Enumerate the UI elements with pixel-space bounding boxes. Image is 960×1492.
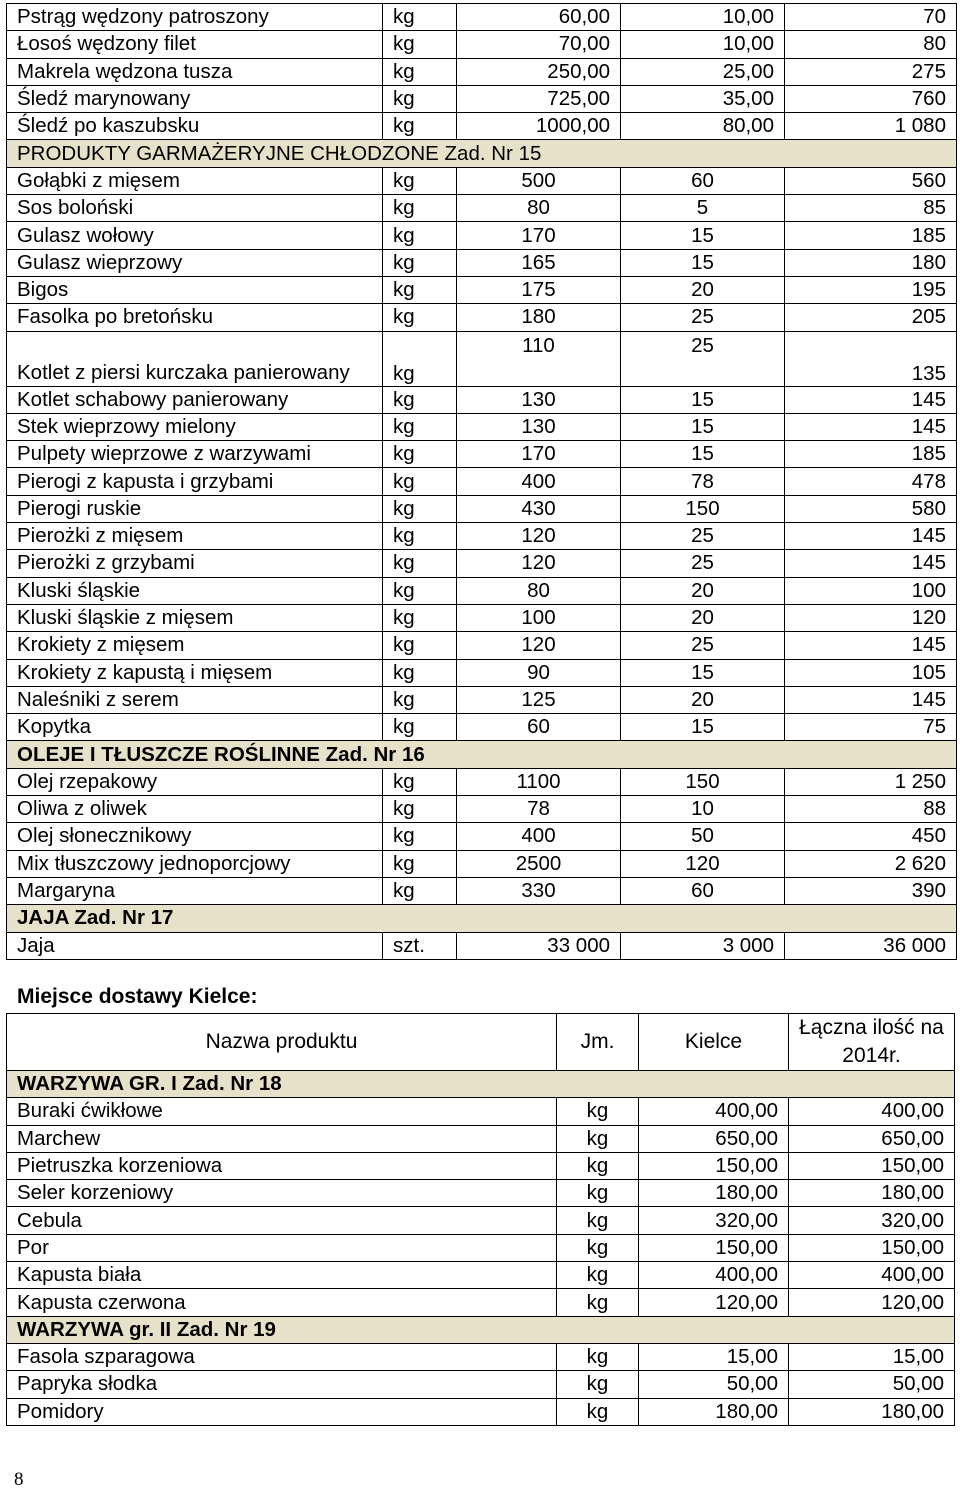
quantity-cell: 400 <box>457 823 621 850</box>
unit-cell: kg <box>383 413 457 440</box>
table-row <box>7 1098 955 1125</box>
quantity-cell: 35,00 <box>621 85 785 112</box>
product-name: Kluski śląskie <box>7 577 383 604</box>
quantity-cell: 430 <box>457 495 621 522</box>
section-header-row <box>7 140 957 167</box>
section-label: JAJA Zad. Nr 17 <box>7 905 957 932</box>
product-name: Stek wieprzowy mielony <box>7 413 383 440</box>
table-row <box>7 4 957 31</box>
product-name: Kluski śląskie z mięsem <box>7 604 383 631</box>
product-name: Olej słonecznikowy <box>7 823 383 850</box>
product-name: Oliwa z oliwek <box>7 796 383 823</box>
total-cell: 70 <box>785 4 957 31</box>
quantity-cell: 60 <box>457 714 621 741</box>
unit-cell: kg <box>383 58 457 85</box>
unit-cell: kg <box>383 632 457 659</box>
quantity-cell: 25 <box>621 523 785 550</box>
table-row <box>7 659 957 686</box>
table-row <box>7 604 957 631</box>
table-row <box>7 31 957 58</box>
quantity-cell: 130 <box>457 386 621 413</box>
quantity-cell: 15 <box>621 441 785 468</box>
product-name: Gulasz wołowy <box>7 222 383 249</box>
unit-cell: kg <box>383 331 457 386</box>
total-cell: 390 <box>785 877 957 904</box>
quantity-cell: 20 <box>621 686 785 713</box>
table-row <box>7 632 957 659</box>
quantity-cell: 110 <box>457 331 621 386</box>
quantity-cell: 180 <box>457 304 621 331</box>
product-name: Krokiety z kapustą i mięsem <box>7 659 383 686</box>
product-name: Kopytka <box>7 714 383 741</box>
quantity-cell: 10 <box>621 796 785 823</box>
quantity-cell: 15 <box>621 222 785 249</box>
total-cell: 80 <box>785 31 957 58</box>
quantity-cell: 25 <box>621 331 785 386</box>
total-cell: 88 <box>785 796 957 823</box>
unit-cell: kg <box>383 222 457 249</box>
table-row <box>7 468 957 495</box>
unit-cell: kg <box>557 1207 639 1234</box>
section-header-row <box>7 741 957 768</box>
header-city: Kielce <box>639 1014 789 1071</box>
table-row <box>7 113 957 140</box>
table-row <box>7 768 957 795</box>
table-row <box>7 85 957 112</box>
quantity-cell: 500 <box>457 167 621 194</box>
quantity-cell: 120 <box>457 632 621 659</box>
quantity-cell: 120 <box>457 550 621 577</box>
unit-cell: kg <box>383 550 457 577</box>
product-name: Pomidory <box>7 1398 557 1425</box>
unit-cell: kg <box>383 468 457 495</box>
total-cell: 560 <box>785 167 957 194</box>
table-row <box>7 1152 955 1179</box>
quantity-cell: 80 <box>457 195 621 222</box>
table-row <box>7 523 957 550</box>
quantity-cell: 60 <box>621 877 785 904</box>
quantity-cell: 120,00 <box>639 1289 789 1316</box>
total-cell: 145 <box>785 550 957 577</box>
quantity-cell: 400,00 <box>639 1098 789 1125</box>
total-cell: 275 <box>785 58 957 85</box>
quantity-cell: 650,00 <box>639 1125 789 1152</box>
total-cell: 50,00 <box>789 1371 955 1398</box>
unit-cell: kg <box>557 1289 639 1316</box>
unit-cell: kg <box>383 850 457 877</box>
quantity-cell: 25 <box>621 550 785 577</box>
total-cell: 15,00 <box>789 1343 955 1370</box>
quantity-cell: 15 <box>621 413 785 440</box>
product-name: Makrela wędzona tusza <box>7 58 383 85</box>
section-label: OLEJE I TŁUSZCZE ROŚLINNE Zad. Nr 16 <box>7 741 957 768</box>
quantity-cell: 2500 <box>457 850 621 877</box>
table-row <box>7 1207 955 1234</box>
table-row <box>7 823 957 850</box>
product-name: Bigos <box>7 276 383 303</box>
total-cell: 580 <box>785 495 957 522</box>
total-cell: 195 <box>785 276 957 303</box>
unit-cell: kg <box>383 659 457 686</box>
product-name: Fasolka po bretońsku <box>7 304 383 331</box>
total-cell: 150,00 <box>789 1152 955 1179</box>
table-row <box>7 495 957 522</box>
product-name: Seler korzeniowy <box>7 1180 557 1207</box>
quantity-cell: 150,00 <box>639 1234 789 1261</box>
unit-cell: kg <box>557 1234 639 1261</box>
section-label: PRODUKTY GARMAŻERYJNE CHŁODZONE Zad. Nr 15 <box>7 140 957 167</box>
quantity-cell: 25 <box>621 304 785 331</box>
quantity-cell: 725,00 <box>457 85 621 112</box>
total-cell: 650,00 <box>789 1125 955 1152</box>
table-row <box>7 195 957 222</box>
quantity-cell: 25 <box>621 632 785 659</box>
quantity-cell: 100 <box>457 604 621 631</box>
unit-cell: kg <box>557 1152 639 1179</box>
quantity-cell: 78 <box>457 796 621 823</box>
table-row <box>7 1125 955 1152</box>
table-row <box>7 276 957 303</box>
unit-cell: kg <box>383 686 457 713</box>
quantity-cell: 10,00 <box>621 4 785 31</box>
table-row <box>7 1289 955 1316</box>
total-cell: 180,00 <box>789 1398 955 1425</box>
total-cell: 400,00 <box>789 1098 955 1125</box>
quantity-cell: 120 <box>457 523 621 550</box>
unit-cell: kg <box>557 1398 639 1425</box>
product-name: Łosoś wędzony filet <box>7 31 383 58</box>
table-row <box>7 58 957 85</box>
total-cell: 185 <box>785 441 957 468</box>
product-name: Śledź po kaszubsku <box>7 113 383 140</box>
product-name: Gołąbki z mięsem <box>7 167 383 194</box>
quantity-cell: 330 <box>457 877 621 904</box>
quantity-cell: 175 <box>457 276 621 303</box>
quantity-cell: 120 <box>621 850 785 877</box>
total-cell: 180 <box>785 249 957 276</box>
unit-cell: kg <box>383 195 457 222</box>
product-name: Margaryna <box>7 877 383 904</box>
unit-cell: kg <box>557 1125 639 1152</box>
total-cell: 135 <box>785 331 957 386</box>
total-cell: 1 080 <box>785 113 957 140</box>
quantity-cell: 50,00 <box>639 1371 789 1398</box>
quantity-cell: 320,00 <box>639 1207 789 1234</box>
product-name: Kotlet schabowy panierowany <box>7 386 383 413</box>
total-cell: 85 <box>785 195 957 222</box>
unit-cell: kg <box>383 823 457 850</box>
product-name: Buraki ćwikłowe <box>7 1098 557 1125</box>
product-name: Pierożki z mięsem <box>7 523 383 550</box>
product-name: Marchew <box>7 1125 557 1152</box>
unit-cell: kg <box>557 1371 639 1398</box>
quantity-cell: 3 000 <box>621 932 785 959</box>
unit-cell: kg <box>383 495 457 522</box>
unit-cell: kg <box>383 877 457 904</box>
unit-cell: kg <box>383 304 457 331</box>
table-row <box>7 1371 955 1398</box>
table-row <box>7 877 957 904</box>
quantity-cell: 90 <box>457 659 621 686</box>
total-cell: 100 <box>785 577 957 604</box>
product-name: Mix tłuszczowy jednoporcjowy <box>7 850 383 877</box>
quantity-cell: 10,00 <box>621 31 785 58</box>
quantity-cell: 15 <box>621 659 785 686</box>
quantity-cell: 15,00 <box>639 1343 789 1370</box>
total-cell: 150,00 <box>789 1234 955 1261</box>
quantity-cell: 50 <box>621 823 785 850</box>
quantity-cell: 80,00 <box>621 113 785 140</box>
quantity-cell: 1000,00 <box>457 113 621 140</box>
quantity-cell: 78 <box>621 468 785 495</box>
quantity-cell: 180,00 <box>639 1398 789 1425</box>
quantity-cell: 15 <box>621 249 785 276</box>
unit-cell: kg <box>383 523 457 550</box>
total-cell: 450 <box>785 823 957 850</box>
unit-cell: kg <box>557 1343 639 1370</box>
header-name: Nazwa produktu <box>7 1014 557 1071</box>
quantity-cell: 170 <box>457 441 621 468</box>
product-name: Papryka słodka <box>7 1371 557 1398</box>
delivery-heading: Miejsce dostawy Kielce: <box>17 985 258 1008</box>
header-unit: Jm. <box>557 1014 639 1071</box>
unit-cell: kg <box>383 249 457 276</box>
unit-cell: kg <box>383 113 457 140</box>
total-cell: 36 000 <box>785 932 957 959</box>
quantity-cell: 150 <box>621 768 785 795</box>
quantity-cell: 400 <box>457 468 621 495</box>
total-cell: 105 <box>785 659 957 686</box>
unit-cell: kg <box>383 276 457 303</box>
product-name: Fasola szparagowa <box>7 1343 557 1370</box>
product-name: Pulpety wieprzowe z warzywami <box>7 441 383 468</box>
table-row <box>7 1343 955 1370</box>
table-row <box>7 932 957 959</box>
quantity-cell: 33 000 <box>457 932 621 959</box>
quantity-cell: 400,00 <box>639 1262 789 1289</box>
total-cell: 145 <box>785 386 957 413</box>
products-table-kielce <box>6 1013 955 1426</box>
quantity-cell: 25,00 <box>621 58 785 85</box>
quantity-cell: 1100 <box>457 768 621 795</box>
unit-cell: kg <box>383 386 457 413</box>
section-header-row <box>7 905 957 932</box>
total-cell: 1 250 <box>785 768 957 795</box>
table-row <box>7 386 957 413</box>
total-cell: 205 <box>785 304 957 331</box>
table-row <box>7 222 957 249</box>
total-cell: 145 <box>785 686 957 713</box>
unit-cell: kg <box>383 167 457 194</box>
quantity-cell: 60 <box>621 167 785 194</box>
total-cell: 400,00 <box>789 1262 955 1289</box>
unit-cell: kg <box>383 796 457 823</box>
quantity-cell: 250,00 <box>457 58 621 85</box>
section-header-row <box>7 1316 955 1343</box>
unit-cell: kg <box>557 1262 639 1289</box>
section-label: WARZYWA GR. I Zad. Nr 18 <box>7 1071 955 1098</box>
table-row <box>7 1180 955 1207</box>
unit-cell: kg <box>557 1180 639 1207</box>
unit-cell: kg <box>383 85 457 112</box>
unit-cell: kg <box>557 1098 639 1125</box>
product-name: Pierogi ruskie <box>7 495 383 522</box>
total-cell: 180,00 <box>789 1180 955 1207</box>
product-name: Pietruszka korzeniowa <box>7 1152 557 1179</box>
section-label: WARZYWA gr. II Zad. Nr 19 <box>7 1316 955 1343</box>
product-name: Pierożki z grzybami <box>7 550 383 577</box>
table-row <box>7 1262 955 1289</box>
product-name: Cebula <box>7 1207 557 1234</box>
product-name: Gulasz wieprzowy <box>7 249 383 276</box>
quantity-cell: 130 <box>457 413 621 440</box>
table-row <box>7 686 957 713</box>
quantity-cell: 5 <box>621 195 785 222</box>
table-row <box>7 304 957 331</box>
total-cell: 75 <box>785 714 957 741</box>
section-header-row <box>7 1071 955 1098</box>
product-name: Pstrąg wędzony patroszony <box>7 4 383 31</box>
table-row <box>7 714 957 741</box>
total-cell: 145 <box>785 523 957 550</box>
table-header-row <box>7 1014 955 1071</box>
total-cell: 145 <box>785 632 957 659</box>
unit-cell: kg <box>383 604 457 631</box>
quantity-cell: 20 <box>621 577 785 604</box>
unit-cell: kg <box>383 714 457 741</box>
table-row <box>7 550 957 577</box>
table-row <box>7 1234 955 1261</box>
products-table-1 <box>6 3 957 960</box>
total-cell: 145 <box>785 413 957 440</box>
unit-cell: kg <box>383 31 457 58</box>
total-cell: 120,00 <box>789 1289 955 1316</box>
table-row <box>7 441 957 468</box>
total-cell: 185 <box>785 222 957 249</box>
unit-cell: szt. <box>383 932 457 959</box>
table-row <box>7 1398 955 1425</box>
table-row <box>7 577 957 604</box>
unit-cell: kg <box>383 441 457 468</box>
total-cell: 320,00 <box>789 1207 955 1234</box>
product-name: Kapusta biała <box>7 1262 557 1289</box>
total-cell: 760 <box>785 85 957 112</box>
quantity-cell: 70,00 <box>457 31 621 58</box>
quantity-cell: 150,00 <box>639 1152 789 1179</box>
table-row <box>7 331 957 386</box>
quantity-cell: 20 <box>621 276 785 303</box>
unit-cell: kg <box>383 768 457 795</box>
quantity-cell: 170 <box>457 222 621 249</box>
product-name: Olej rzepakowy <box>7 768 383 795</box>
page-number: 8 <box>14 1469 24 1490</box>
header-total: Łączna ilość na 2014r. <box>789 1014 955 1071</box>
unit-cell: kg <box>383 4 457 31</box>
product-name: Krokiety z mięsem <box>7 632 383 659</box>
table-row <box>7 249 957 276</box>
quantity-cell: 15 <box>621 386 785 413</box>
quantity-cell: 125 <box>457 686 621 713</box>
quantity-cell: 80 <box>457 577 621 604</box>
quantity-cell: 15 <box>621 714 785 741</box>
quantity-cell: 180,00 <box>639 1180 789 1207</box>
product-name: Sos boloński <box>7 195 383 222</box>
table-row <box>7 850 957 877</box>
table-row <box>7 796 957 823</box>
product-name: Kapusta czerwona <box>7 1289 557 1316</box>
total-cell: 120 <box>785 604 957 631</box>
product-name: Jaja <box>7 932 383 959</box>
quantity-cell: 20 <box>621 604 785 631</box>
product-name: Śledź marynowany <box>7 85 383 112</box>
product-name: Naleśniki z serem <box>7 686 383 713</box>
product-name: Por <box>7 1234 557 1261</box>
quantity-cell: 150 <box>621 495 785 522</box>
table-row <box>7 167 957 194</box>
total-cell: 478 <box>785 468 957 495</box>
unit-cell: kg <box>383 577 457 604</box>
product-name: Pierogi z kapusta i grzybami <box>7 468 383 495</box>
table-row <box>7 413 957 440</box>
total-cell: 2 620 <box>785 850 957 877</box>
product-name: Kotlet z piersi kurczaka panierowany <box>7 331 383 386</box>
quantity-cell: 165 <box>457 249 621 276</box>
quantity-cell: 60,00 <box>457 4 621 31</box>
